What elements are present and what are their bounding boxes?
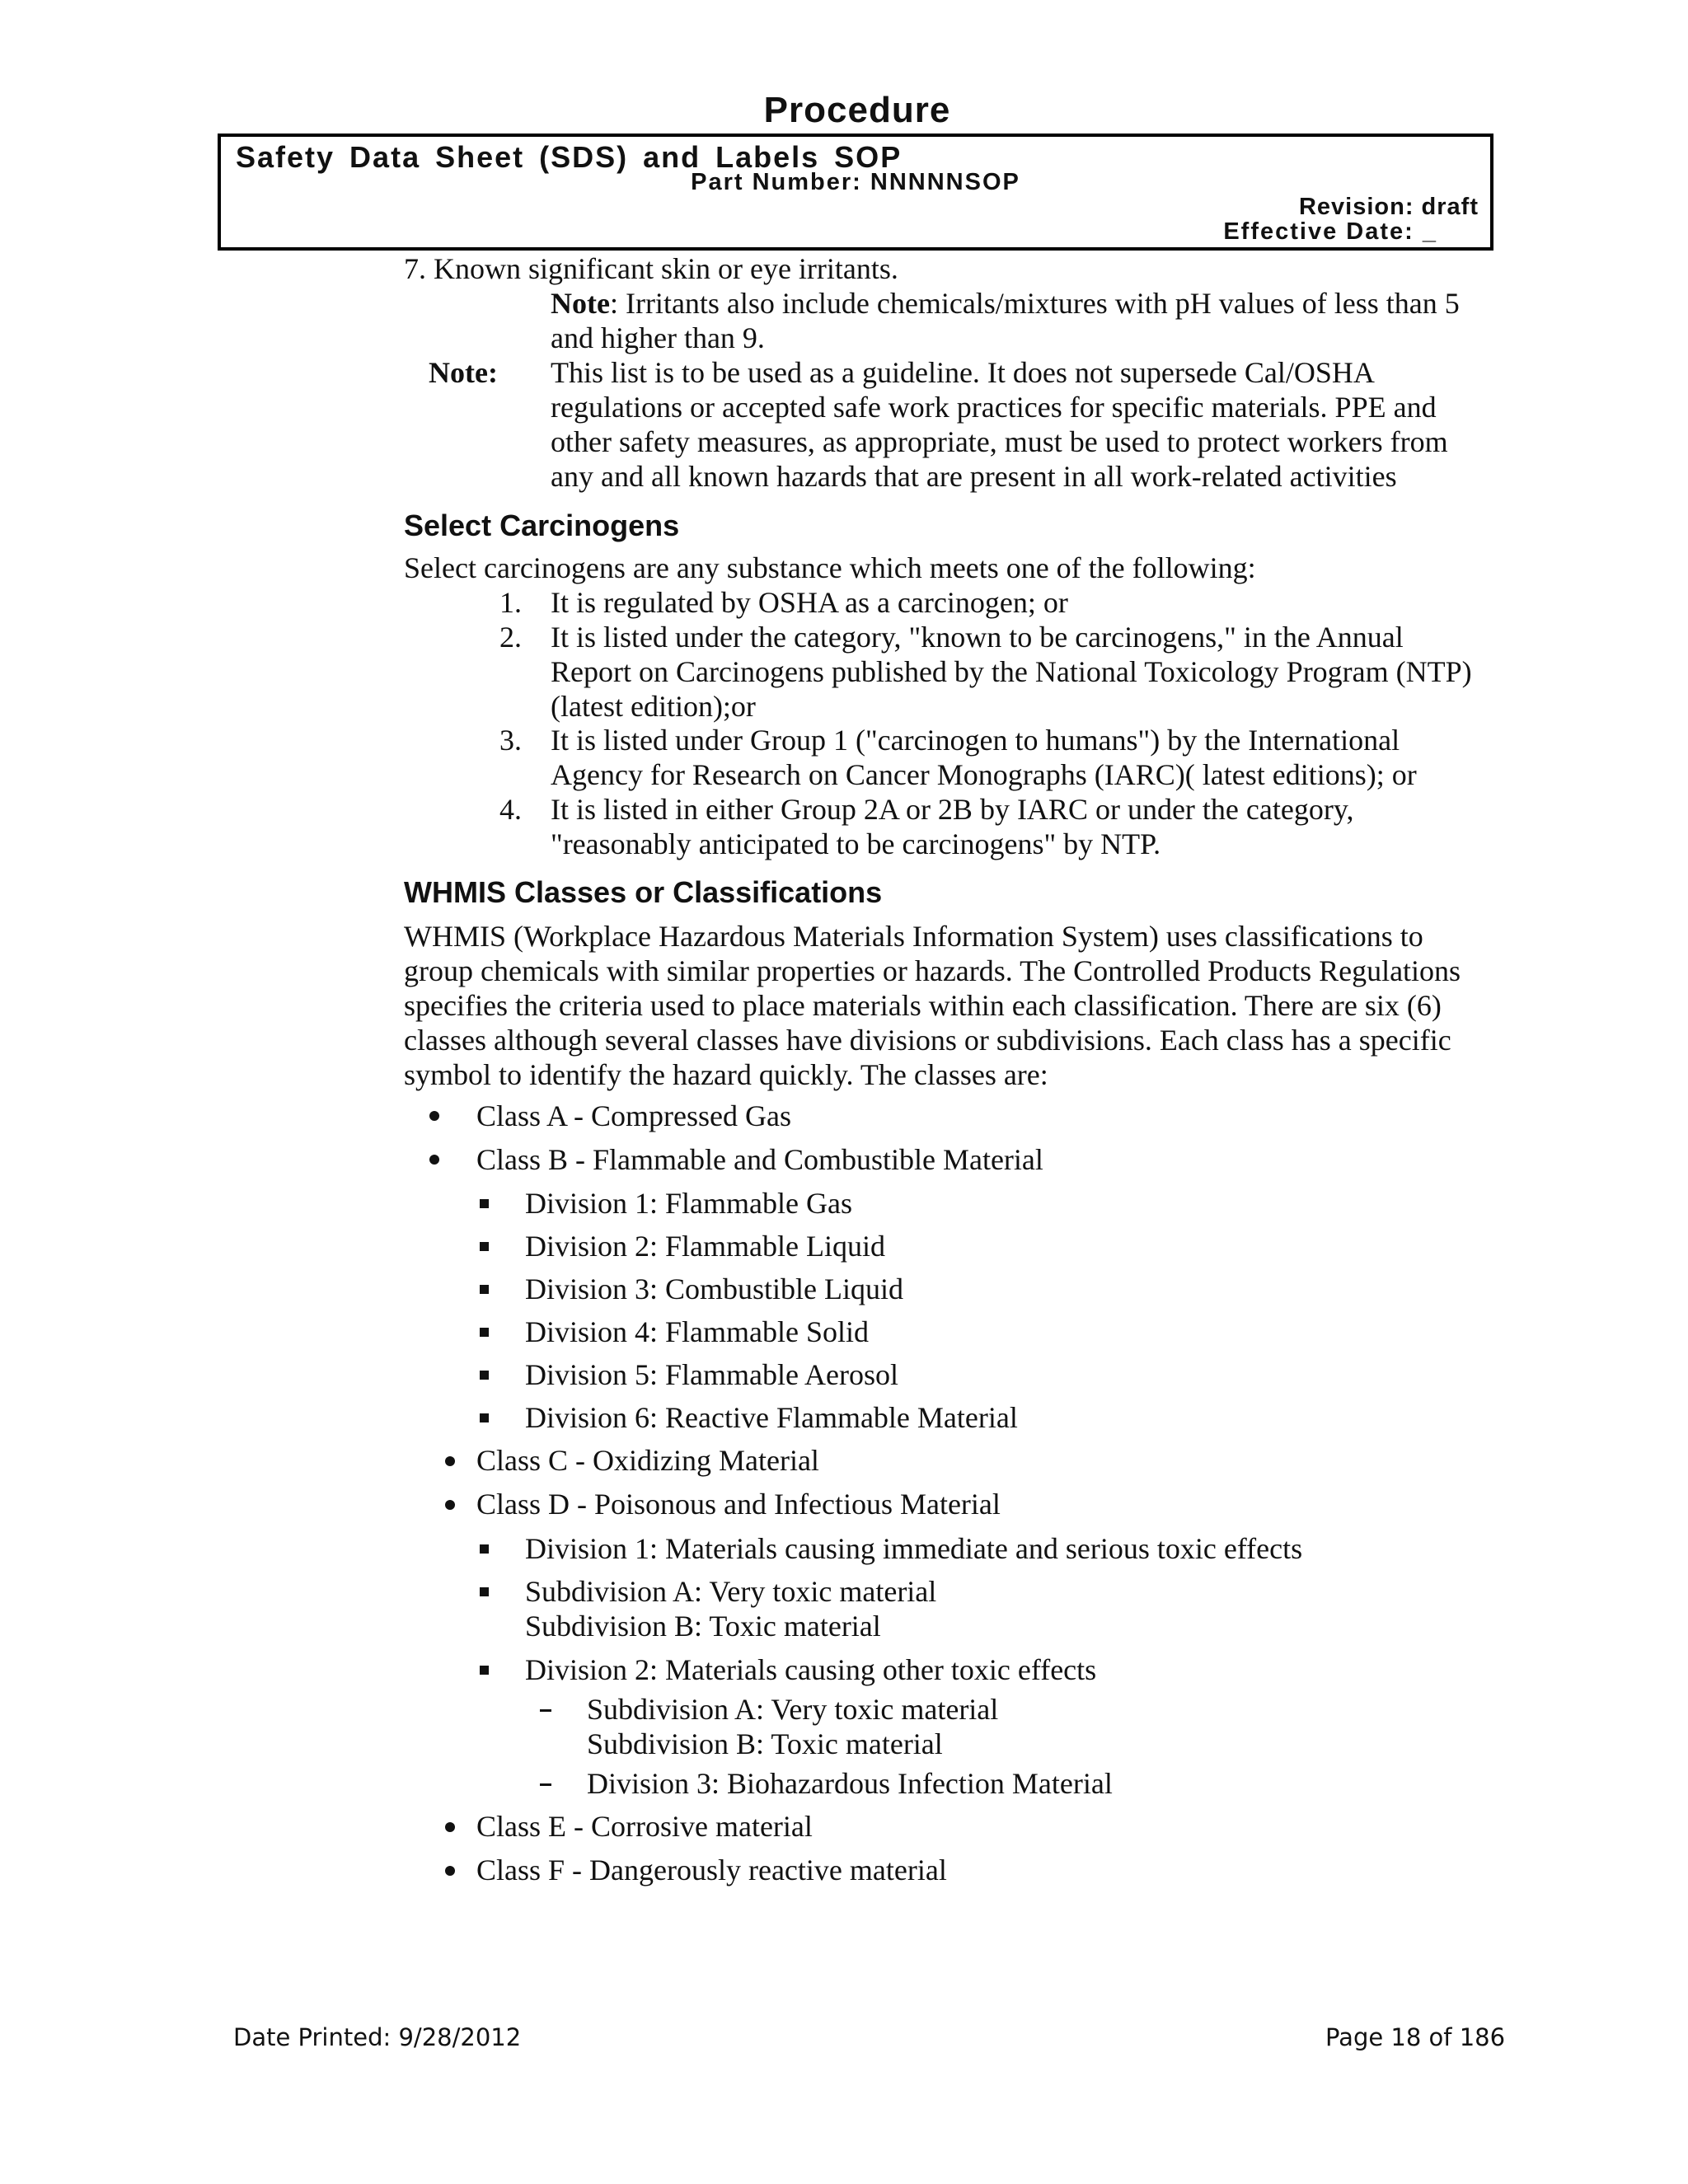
part-number: Part Number: NNNNNSOP bbox=[691, 169, 1020, 195]
class-d-division-2: Division 2: Materials causing other toxic effects bbox=[525, 1653, 1097, 1686]
class-a: Class A - Compressed Gas bbox=[476, 1099, 791, 1132]
square-bullet-icon bbox=[480, 1544, 489, 1554]
carcinogen-criterion: It is regulated by OSHA as a carcinogen; or bbox=[551, 586, 1068, 619]
class-b: Class B - Flammable and Combustible Material bbox=[476, 1143, 1043, 1176]
document-type-title: Procedure bbox=[763, 90, 951, 130]
class-d-div2-subdivision-a: Subdivision A: Very toxic material bbox=[587, 1693, 999, 1726]
list-note-text: This list is to be used as a guideline. It does not supersede Cal/OSHA regulations or accepted safe work practices for specific materials. PPE and other safety measures, as appropriate, must be used to protect workers from any and all known hazards that are present in all work-related activities bbox=[551, 356, 1448, 493]
header-box bbox=[218, 134, 1493, 251]
class-f: Class F - Dangerously reactive material bbox=[476, 1854, 947, 1886]
list-note-label: Note: bbox=[429, 356, 498, 389]
class-d-div1-subdivision-b: Subdivision B: Toxic material bbox=[525, 1610, 881, 1643]
bullet-icon bbox=[445, 1866, 455, 1876]
irritants-note bbox=[551, 286, 1490, 355]
footer-page-number: Page 18 of 186 bbox=[1325, 2023, 1506, 2051]
square-bullet-icon bbox=[480, 1242, 489, 1251]
class-d-div2-subdivision-b: Subdivision B: Toxic material bbox=[587, 1727, 943, 1760]
square-bullet-icon bbox=[480, 1285, 489, 1294]
list-number: 1. bbox=[499, 586, 522, 619]
carcinogen-criterion: It is listed under Group 1 ("carcinogen to humans") by the International Agency for Research on Cancer Monographs (IARC)( latest editions); or bbox=[551, 724, 1417, 791]
note-label: Note bbox=[551, 287, 610, 320]
bullet-icon bbox=[429, 1155, 439, 1165]
dash-bullet-icon bbox=[540, 1783, 551, 1786]
bullet-icon bbox=[445, 1500, 455, 1510]
square-bullet-icon bbox=[480, 1371, 489, 1380]
list-number: 4. bbox=[499, 793, 522, 826]
class-b-division: Division 5: Flammable Aerosol bbox=[525, 1358, 898, 1391]
bullet-icon bbox=[445, 1822, 455, 1832]
square-bullet-icon bbox=[480, 1587, 489, 1596]
class-d: Class D - Poisonous and Infectious Material bbox=[476, 1488, 1001, 1521]
carcinogen-criterion: It is listed in either Group 2A or 2B by IARC or under the category, "reasonably anticipated to be carcinogens" by NTP. bbox=[551, 793, 1354, 860]
bullet-icon bbox=[429, 1111, 439, 1121]
revision: Revision: draft bbox=[1298, 194, 1479, 220]
whmis-intro: WHMIS (Workplace Hazardous Materials Information System) uses classifications to group chemicals with similar properties or hazards. The Controlled Products Regulations specifies the criteria used to place materials within each classification. There are six (6) classes although several classes have divisions or subdivisions. Each class has a specific symbol to identify the hazard quickly. The classes are: bbox=[404, 920, 1461, 1091]
effective-date: Effective Date: _ bbox=[1223, 218, 1437, 245]
class-d-division-1: Division 1: Materials causing immediate and serious toxic effects bbox=[525, 1532, 1303, 1565]
bullet-icon bbox=[445, 1456, 455, 1466]
list-number: 2. bbox=[499, 621, 522, 654]
carcinogen-criterion: It is listed under the category, "known to be carcinogens," in the Annual Report on Carcinogens published by the National Toxicology Program (NTP) (latest edition);or bbox=[551, 621, 1472, 723]
footer-date-printed: Date Printed: 9/28/2012 bbox=[233, 2023, 522, 2051]
square-bullet-icon bbox=[480, 1666, 489, 1675]
class-c: Class C - Oxidizing Material bbox=[476, 1444, 819, 1477]
class-b-division: Division 1: Flammable Gas bbox=[525, 1187, 852, 1220]
list-item-irritants: 7. Known significant skin or eye irritants. bbox=[404, 252, 898, 285]
section-heading-whmis: WHMIS Classes or Classifications bbox=[404, 875, 883, 909]
class-b-division: Division 4: Flammable Solid bbox=[525, 1315, 870, 1348]
class-e: Class E - Corrosive material bbox=[476, 1810, 813, 1843]
class-d-division-3: Division 3: Biohazardous Infection Material bbox=[587, 1767, 1113, 1800]
sop-title: Safety Data Sheet (SDS) and Labels SOP bbox=[236, 140, 903, 174]
class-b-division: Division 2: Flammable Liquid bbox=[525, 1230, 885, 1263]
section-heading-carcinogens: Select Carcinogens bbox=[404, 509, 680, 542]
list-number: 3. bbox=[499, 724, 522, 757]
class-b-division: Division 3: Combustible Liquid bbox=[525, 1272, 904, 1305]
class-b-division: Division 6: Reactive Flammable Material bbox=[525, 1401, 1018, 1434]
class-d-div1-subdivision-a: Subdivision A: Very toxic material bbox=[525, 1575, 937, 1608]
dash-bullet-icon bbox=[540, 1709, 551, 1712]
square-bullet-icon bbox=[480, 1199, 489, 1208]
square-bullet-icon bbox=[480, 1413, 489, 1422]
note-text: : Irritants also include chemicals/mixtures with pH values of less than 5 and higher than 9. bbox=[551, 287, 1460, 354]
carcinogens-intro: Select carcinogens are any substance which meets one of the following: bbox=[404, 551, 1256, 584]
square-bullet-icon bbox=[480, 1328, 489, 1337]
